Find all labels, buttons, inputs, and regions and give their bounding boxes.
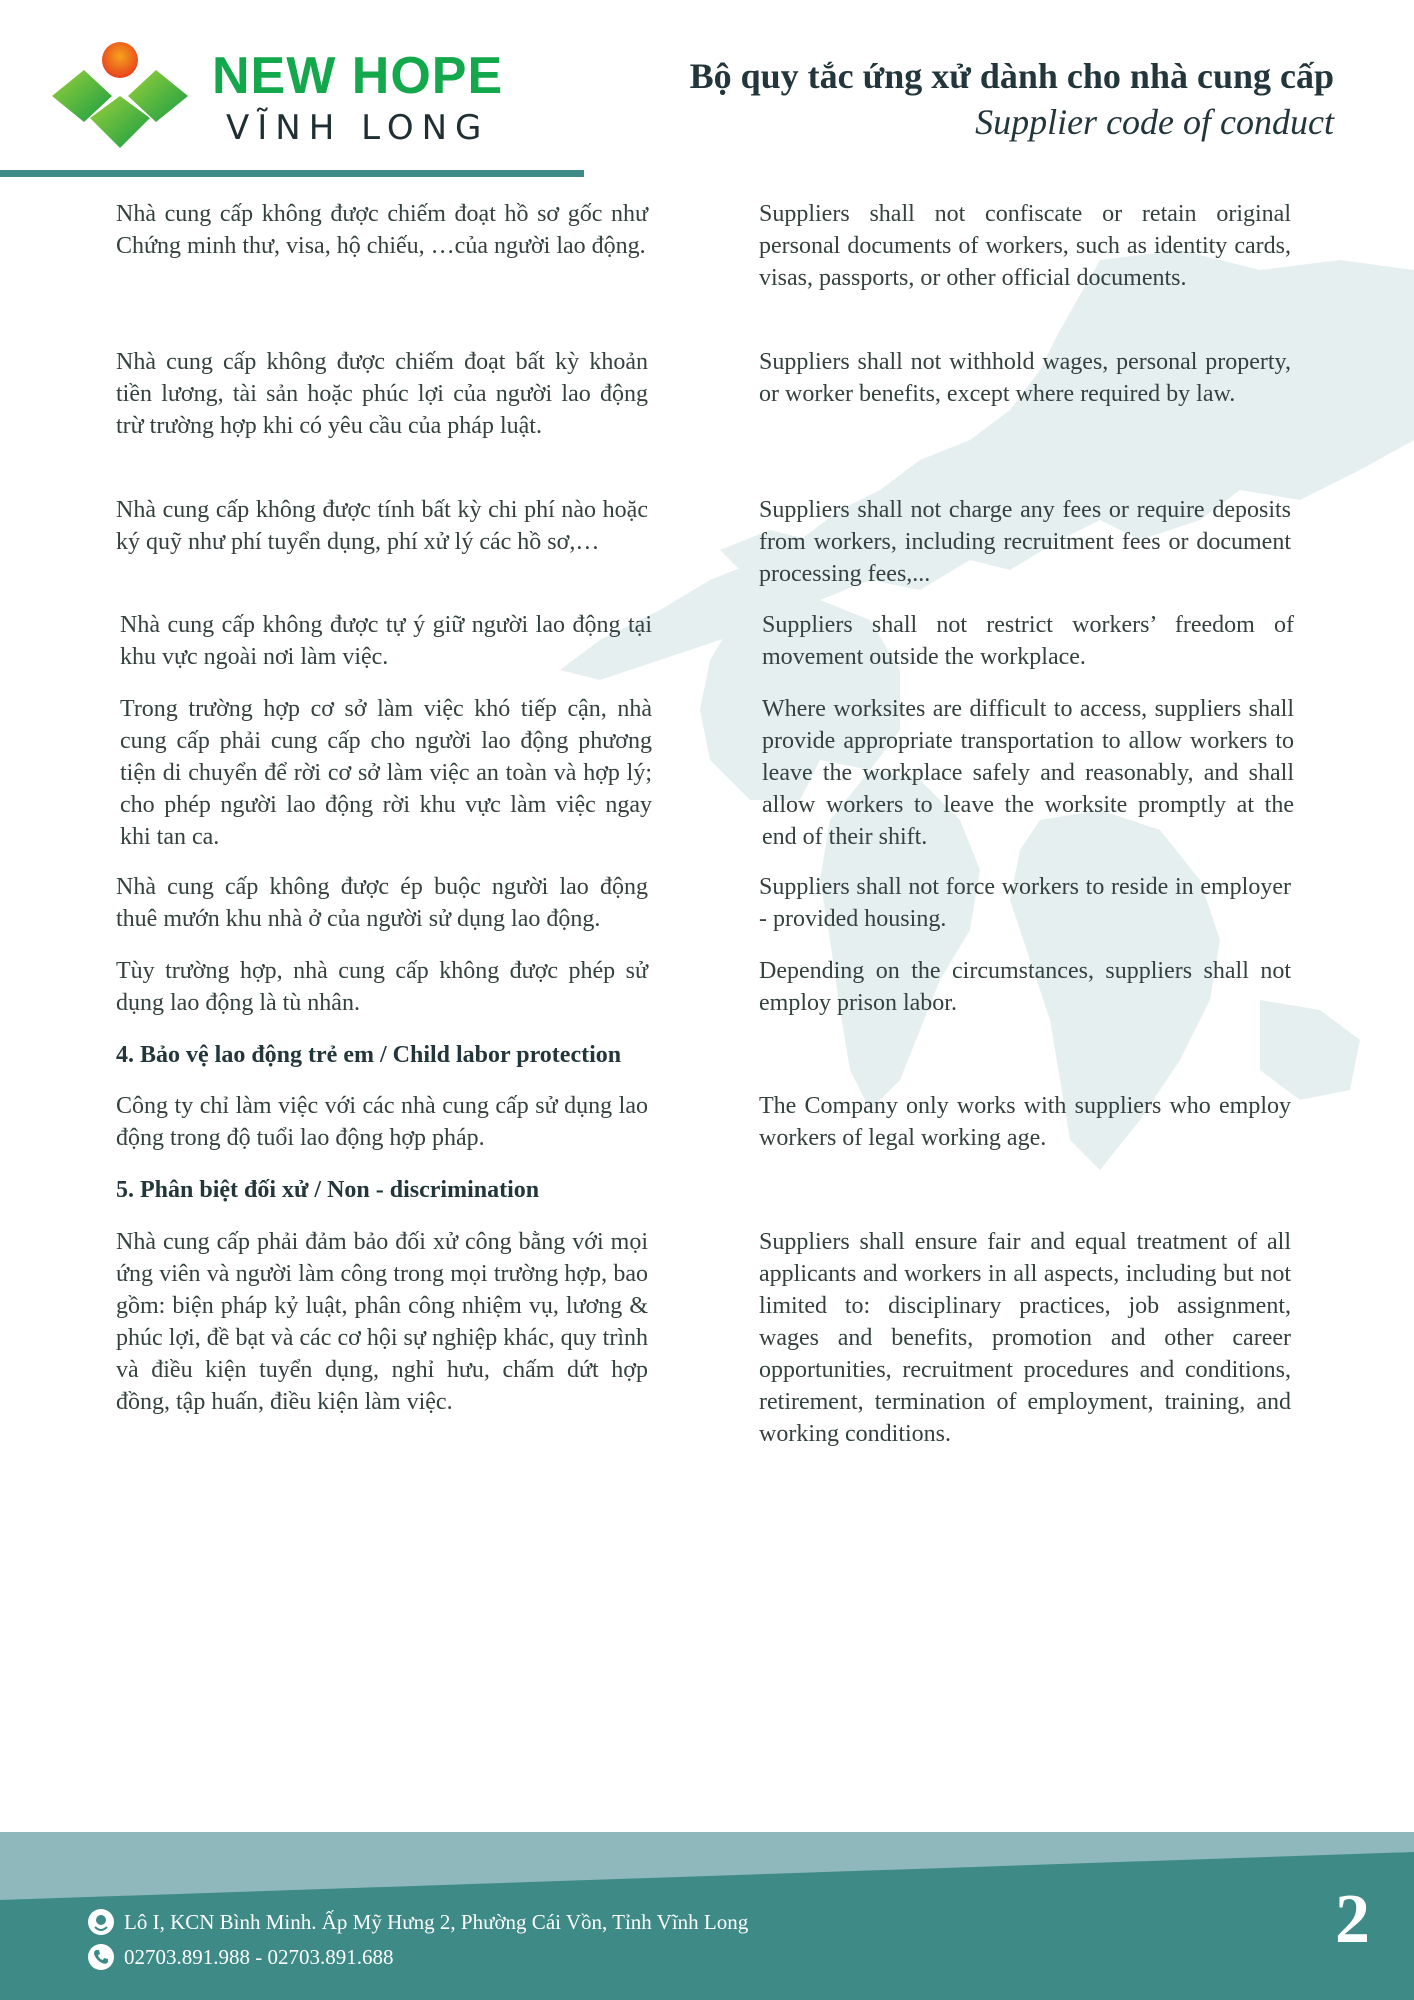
footer-phone — [88, 1943, 394, 1971]
paragraph-en: Suppliers shall not restrict workers’ freedom of movement outside the workplace. — [762, 612, 1294, 670]
section-heading-child-labor: 4. Bảo vệ lao động trẻ em / Child labor protection — [116, 1042, 622, 1068]
document-title: Bộ quy tắc ứng xử dành cho nhà cung cấp — [689, 56, 1334, 96]
paragraph-vi: Nhà cung cấp không được ép buộc người lao động thuê mướn khu nhà ở của người sử dụng lao động. — [116, 874, 648, 932]
location-pin-icon — [88, 1909, 114, 1935]
paragraph-vi: Nhà cung cấp không được tự ý giữ người lao động tại khu vực ngoài nơi làm việc. — [120, 612, 652, 670]
paragraph-en: Suppliers shall not withhold wages, personal property, or worker benefits, except where required by law. — [759, 349, 1291, 407]
header-divider — [0, 170, 584, 177]
paragraph-vi: Nhà cung cấp phải đảm bảo đối xử công bằng với mọi ứng viên và người làm công trong mọi trường hợp, bao gồm: biện pháp kỷ luật, phân công nhiệm vụ, lương & phúc lợi, đề bạt và các cơ hội sự nghiệp khác, quy trình và điều kiện tuyển dụng, nghỉ hưu, chấm dứt hợp đồng, tập huấn, điều kiện làm việc. — [116, 1229, 648, 1415]
brand-location: VĨNH LONG — [226, 108, 490, 148]
phone-icon — [88, 1944, 114, 1970]
paragraph-en: Where worksites are difficult to access, suppliers shall provide appropriate transportation to allow workers to leave the workplace safely and reasonably, and shall allow workers to leave the worksite promptly at the end of their shift. — [762, 696, 1294, 850]
paragraph-vi: Nhà cung cấp không được tính bất kỳ chi phí nào hoặc ký quỹ như phí tuyển dụng, phí xử lý các hồ sơ,… — [116, 497, 648, 555]
paragraph-vi: Nhà cung cấp không được chiếm đoạt bất kỳ khoản tiền lương, tài sản hoặc phúc lợi của người lao động trừ trường hợp khi có yêu cầu của pháp luật. — [116, 349, 648, 439]
paragraph-en: Suppliers shall not charge any fees or require deposits from workers, including recruitment fees or document processing fees,... — [759, 497, 1291, 587]
address-text: Lô I, KCN Bình Minh. Ấp Mỹ Hưng 2, Phường Cái Vồn, Tỉnh Vĩnh Long — [124, 1910, 749, 1934]
brand-name: NEW HOPE — [212, 47, 504, 105]
page-number: 2 — [1335, 1881, 1370, 1958]
header — [0, 0, 1414, 180]
paragraph-vi: Trong trường hợp cơ sở làm việc khó tiếp cận, nhà cung cấp phải cung cấp cho người lao động phương tiện di chuyển để rời cơ sở làm việc an toàn và hợp lý; cho phép người lao động rời khu vực làm việc ngay khi tan ca. — [120, 696, 652, 850]
paragraph-en: Suppliers shall ensure fair and equal treatment of all applicants and workers in all aspects, including but not limited to: disciplinary practices, job assignment, wages and benefits, promotion and other career opportunities, recruitment procedures and conditions, retirement, termination of employment, training, and working conditions. — [759, 1229, 1291, 1447]
paragraph-en: The Company only works with suppliers who employ workers of legal working age. — [759, 1093, 1291, 1151]
footer-address — [88, 1908, 748, 1936]
section-heading-non-discrimination: 5. Phân biệt đối xử / Non - discrimination — [116, 1177, 540, 1203]
new-hope-logo-icon — [52, 40, 188, 150]
paragraph-en: Depending on the circumstances, suppliers shall not employ prison labor. — [759, 958, 1291, 1016]
paragraph-vi: Nhà cung cấp không được chiếm đoạt hồ sơ gốc như Chứng minh thư, visa, hộ chiếu, …của người lao động. — [116, 201, 648, 259]
document-subtitle: Supplier code of conduct — [975, 102, 1334, 142]
phone-text: 02703.891.988 - 02703.891.688 — [124, 1945, 394, 1969]
paragraph-vi: Công ty chỉ làm việc với các nhà cung cấp sử dụng lao động trong độ tuổi lao động hợp pháp. — [116, 1093, 648, 1151]
paragraph-vi: Tùy trường hợp, nhà cung cấp không được phép sử dụng lao động là tù nhân. — [116, 958, 648, 1016]
paragraph-en: Suppliers shall not force workers to reside in employer - provided housing. — [759, 874, 1291, 932]
paragraph-en: Suppliers shall not confiscate or retain original personal documents of workers, such as identity cards, visas, passports, or other official documents. — [759, 201, 1291, 291]
